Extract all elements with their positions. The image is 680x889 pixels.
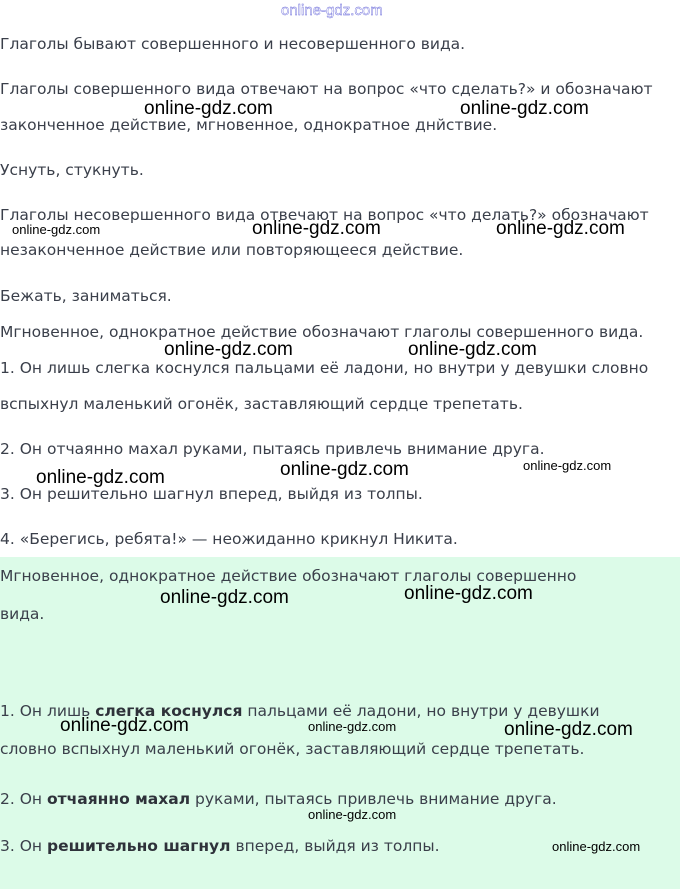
watermark: online-gdz.com [12, 222, 101, 237]
watermark: online-gdz.com [460, 98, 589, 119]
text-line-4: Уснуть, стукнуть. [0, 161, 144, 179]
watermark: online-gdz.com [404, 583, 533, 604]
answer-intro-1: Мгновенное, однократное действие обозначают глаголы совершенно [0, 567, 577, 585]
text-line-6: незаконченное действие или повторяющееся действие. [0, 241, 464, 259]
answer-s3-end: вперед, выйдя из толпы. [230, 837, 440, 855]
watermark: online-gdz.com [280, 459, 409, 480]
text-line-11: 2. Он отчаянно махал руками, пытаясь привлечь внимание друга. [0, 440, 545, 458]
watermark: online-gdz.com [160, 587, 289, 608]
watermark: online-gdz.com [308, 719, 397, 734]
watermark: online-gdz.com [496, 218, 625, 239]
answer-sentence-1-cont: словно вспыхнул маленький огонёк, заставляющий сердце трепетать. [0, 740, 585, 758]
watermark: online-gdz.com [36, 467, 165, 488]
text-line-8: Мгновенное, однократное действие обозначают глаголы совершенного вида. [0, 323, 644, 341]
answer-sentence-2 [0, 790, 557, 808]
answer-intro-2: вида. [0, 605, 45, 623]
answer-sentence-3 [0, 837, 440, 855]
answer-s1-start: 1. Он лишь [0, 702, 96, 720]
watermark: online-gdz.com [164, 339, 293, 360]
watermark: online-gdz.com [504, 719, 633, 740]
text-line-2: Глаголы совершенного вида отвечают на вопрос «что сделать?» и обозначают [0, 80, 653, 98]
text-line-12: 3. Он решительно шагнул вперед, выйдя из толпы. [0, 485, 423, 503]
answer-s3-verb: решительно шагнул [46, 837, 231, 855]
watermark: online-gdz.com [252, 218, 381, 239]
text-line-7: Бежать, заниматься. [0, 287, 172, 305]
watermark: online-gdz.com [523, 458, 612, 473]
text-line-10: вспыхнул маленький огонёк, заставляющий сердце трепетать. [0, 395, 523, 413]
text-line-5: Глаголы несовершенного вида отвечают на вопрос «что делать?» обозначают [0, 206, 649, 224]
text-line-3: законченное действие, мгновенное, однократное днйствие. [0, 116, 498, 134]
answer-s2-start: 2. Он [0, 790, 47, 808]
text-line-1: Глаголы бывают совершенного и несовершенного вида. [0, 35, 466, 53]
answer-s2-end: руками, пытаясь привлечь внимание друга. [190, 790, 557, 808]
text-line-9: 1. Он лишь слегка коснулся пальцами её ладони, но внутри у девушки словно [0, 359, 649, 377]
watermark: online-gdz.com [552, 839, 641, 854]
answer-s2-verb: отчаянно махал [46, 790, 191, 808]
watermark: online-gdz.com [60, 715, 189, 736]
watermark: online-gdz.com [144, 98, 273, 119]
text-line-13: 4. «Берегись, ребята!» — неожиданно крикнул Никита. [0, 530, 458, 548]
watermark: online-gdz.com [408, 339, 537, 360]
watermark: online-gdz.com [308, 807, 397, 822]
answer-s3-start: 3. Он [0, 837, 47, 855]
answer-s1-end: пальцами её ладони, но внутри у девушки [242, 702, 600, 720]
answer-s1-verb: слегка коснулся [95, 702, 243, 720]
header-watermark: online-gdz.com [281, 2, 383, 19]
